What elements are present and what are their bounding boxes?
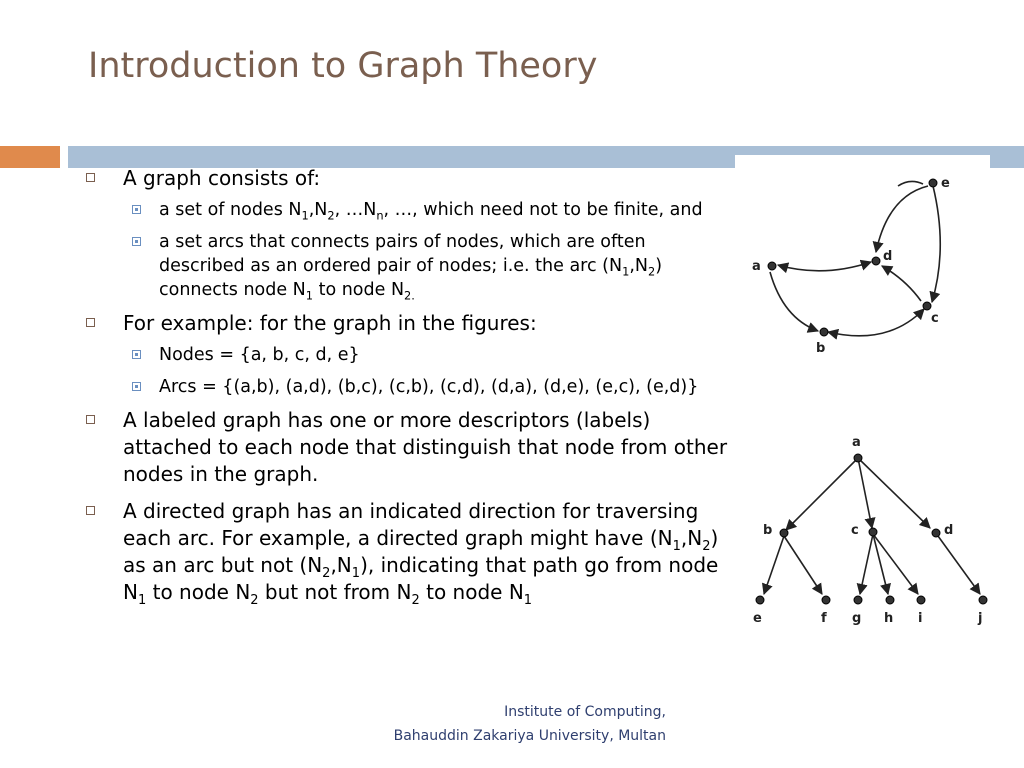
sub-bullet-arcs-set: a set arcs that connects pairs of nodes, which are often described as an ordered pair of nodes; i.e. the arc $(N_1,N_2)$ connects node $N_1$ to node $N_{2.}$ [159, 230, 736, 302]
tree-label-h: h [884, 611, 894, 626]
bullet-example: For example: for the graph in the figures: [86, 310, 736, 337]
tree-label-a: a [852, 435, 861, 450]
node-a [854, 454, 862, 462]
edge-d-e-tail [898, 181, 923, 186]
node-a [768, 262, 776, 270]
square-sub-bullet-icon [132, 237, 141, 246]
node-c [869, 528, 877, 536]
tree-graph-figure [748, 428, 998, 628]
node-label-d: d [883, 249, 893, 264]
square-sub-bullet-icon [132, 205, 141, 214]
node-h [886, 596, 894, 604]
node-j [979, 596, 987, 604]
node-label-b: b [816, 341, 826, 356]
bullet-list [86, 165, 736, 616]
tree-label-e: e [753, 611, 762, 626]
node-d [872, 257, 880, 265]
tree-label-j: j [978, 611, 983, 626]
node-d [932, 529, 940, 537]
footer-university: Bahauddin Zakariya University, Multan [393, 728, 666, 744]
slide-title: Introduction to Graph Theory [88, 46, 598, 86]
node-b [780, 529, 788, 537]
tree-label-i: i [918, 611, 923, 626]
edge-e-d [876, 186, 928, 252]
bullet-directed-graph: A directed graph has an indicated direction for traversing each arc. For example, a directed graph might have $(N_1,N_2)$ as an arc but not $(N_2,N_1)$, indicating that path go from node $N_1$ to node $N_2$ but not from $N_2$ to node $N_1$ [86, 498, 736, 606]
square-bullet-icon [86, 318, 95, 327]
tree-label-d: d [944, 523, 954, 538]
node-label-e: e [941, 176, 950, 191]
node-e [756, 596, 764, 604]
node-c [923, 302, 931, 310]
square-bullet-icon [86, 173, 95, 182]
directed-graph-figure [748, 168, 988, 358]
square-bullet-icon [86, 506, 95, 515]
node-f [822, 596, 830, 604]
node-label-a: a [752, 259, 761, 274]
bullet-labeled-graph: A labeled graph has one or more descriptors (labels) attached to each node that distinguish that node from other nodes in the graph. [86, 407, 736, 488]
accent-bar-orange [0, 146, 60, 168]
footer-institute: Institute of Computing, [504, 704, 666, 720]
node-i [917, 596, 925, 604]
tree-label-b: b [763, 523, 773, 538]
node-b [820, 328, 828, 336]
bullet-graph-definition: A graph consists of: [86, 165, 736, 192]
edge-a-b [770, 272, 818, 331]
edge-b-c [828, 309, 924, 336]
edge-c-d [882, 266, 921, 301]
square-sub-bullet-icon [132, 382, 141, 391]
edge-a-d [778, 262, 871, 271]
tree-label-g: g [852, 611, 862, 626]
footer [394, 700, 666, 748]
tree-label-f: f [821, 611, 827, 626]
node-label-c: c [931, 311, 939, 326]
square-sub-bullet-icon [132, 350, 141, 359]
sub-bullet-nodes-set: a set of nodes $N_1,N_2$, $\dots N_n$, …, which need not to be finite, and [159, 198, 736, 222]
tree-label-c: c [851, 523, 859, 538]
sub-bullet-arcs-example: Arcs = {(a,b), (a,d), (b,c), (c,b), (c,d), (d,a), (d,e), (e,c), (e,d)} [159, 375, 736, 399]
square-bullet-icon [86, 415, 95, 424]
node-g [854, 596, 862, 604]
edge-e-c [932, 186, 940, 302]
sub-bullet-nodes-example: Nodes = {a, b, c, d, e} [159, 343, 736, 367]
node-e [929, 179, 937, 187]
